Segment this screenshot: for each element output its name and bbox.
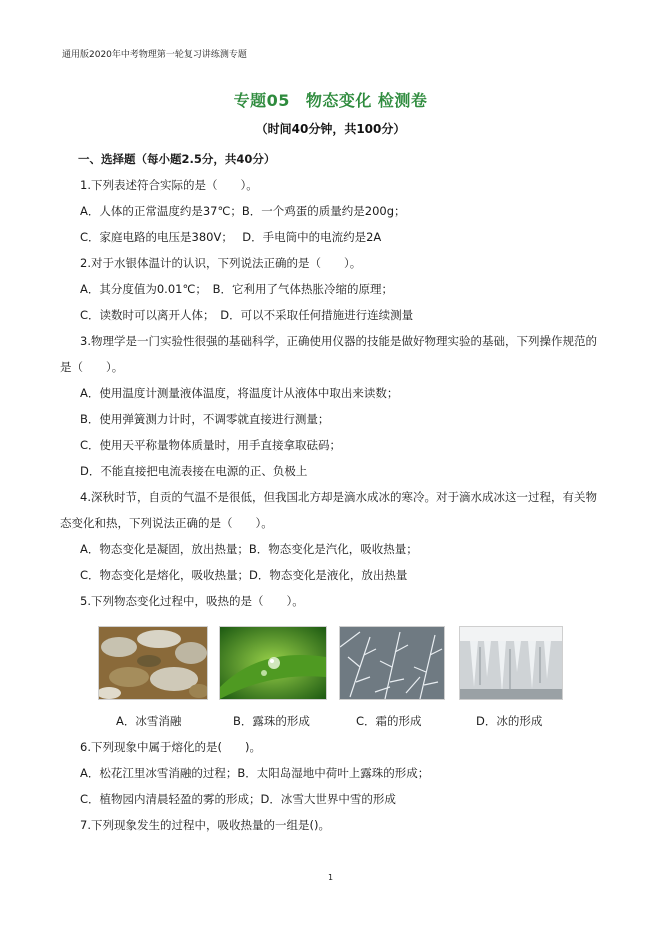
page-subtitle: （时间40分钟，共100分） <box>255 122 406 136</box>
page-number: 1 <box>327 873 334 882</box>
question-line: 4.深秋时节，自贡的气温不是很低，但我国北方却是滴水成冰的寒冷。对于滴水成冰这一过程，有关物 <box>80 490 597 504</box>
question-line: A．人体的正常温度约是37℃；B．一个鸡蛋的质量约是200g； <box>80 204 406 218</box>
ice-formation-photo <box>459 626 563 700</box>
question-line: 1.下列表述符合实际的是（ ）。 <box>80 178 258 192</box>
question-line: A．物态变化是凝固，放出热量；B．物态变化是汽化，吸收热量； <box>80 542 418 556</box>
question-line: 是（ ）。 <box>60 360 124 374</box>
question-line: 5.下列物态变化过程中，吸热的是（ ）。 <box>80 594 304 608</box>
caption-c: C．霜的形成 <box>356 714 422 728</box>
question-line: C．家庭电路的电压是380V； D．手电筒中的电流约是2A <box>80 230 382 244</box>
question-line: C．物态变化是熔化，吸收热量；D．物态变化是液化，放出热量 <box>80 568 408 582</box>
question-line: 态变化和热，下列说法正确的是（ ）。 <box>60 516 273 530</box>
question-line: 7.下列现象发生的过程中，吸收热量的一组是()。 <box>80 818 330 832</box>
title-part1: 专题05 <box>233 91 290 110</box>
header-note: 通用版2020年中考物理第一轮复习讲练测专题 <box>62 50 247 60</box>
question-line: C．使用天平称量物体质量时，用手直接拿取砝码； <box>80 438 342 452</box>
question-line: C．植物园内清晨轻盈的雾的形成；D．冰雪大世界中雪的形成 <box>80 792 396 806</box>
question-line: B．使用弹簧测力计时，不调零就直接进行测量； <box>80 412 330 426</box>
question-line: A．其分度值为0.01℃； B．它利用了气体热胀冷缩的原理； <box>80 282 394 296</box>
dew-on-leaf-photo <box>219 626 327 700</box>
question-line: 6.下列现象中属于熔化的是( )。 <box>80 740 261 754</box>
caption-a: A．冰雪消融 <box>116 714 182 728</box>
caption-d: D．冰的形成 <box>476 714 543 728</box>
question-line: 2.对于水银体温计的认识，下列说法正确的是（ ）。 <box>80 256 362 270</box>
question-line: C．读数时可以离开人体； D．可以不采取任何措施进行连续测量 <box>80 308 414 322</box>
section-heading: 一、选择题（每小题2.5分，共40分） <box>78 152 276 166</box>
melting-ice-photo <box>98 626 208 700</box>
page-title <box>0 88 661 111</box>
question-line: A．使用温度计测量液体温度，将温度计从液体中取出来读数； <box>80 386 399 400</box>
frost-crystals-photo <box>339 626 445 700</box>
caption-b: B．露珠的形成 <box>233 714 310 728</box>
question-line: D．不能直接把电流表接在电源的正、负极上 <box>80 464 308 478</box>
question-line: A．松花江里冰雪消融的过程；B．太阳岛湿地中荷叶上露珠的形成； <box>80 766 430 780</box>
title-part2: 物态变化 检测卷 <box>305 91 428 110</box>
question-line: 3.物理学是一门实验性很强的基础科学，正确使用仪器的技能是做好物理实验的基础，下列操作规范的 <box>80 334 597 348</box>
